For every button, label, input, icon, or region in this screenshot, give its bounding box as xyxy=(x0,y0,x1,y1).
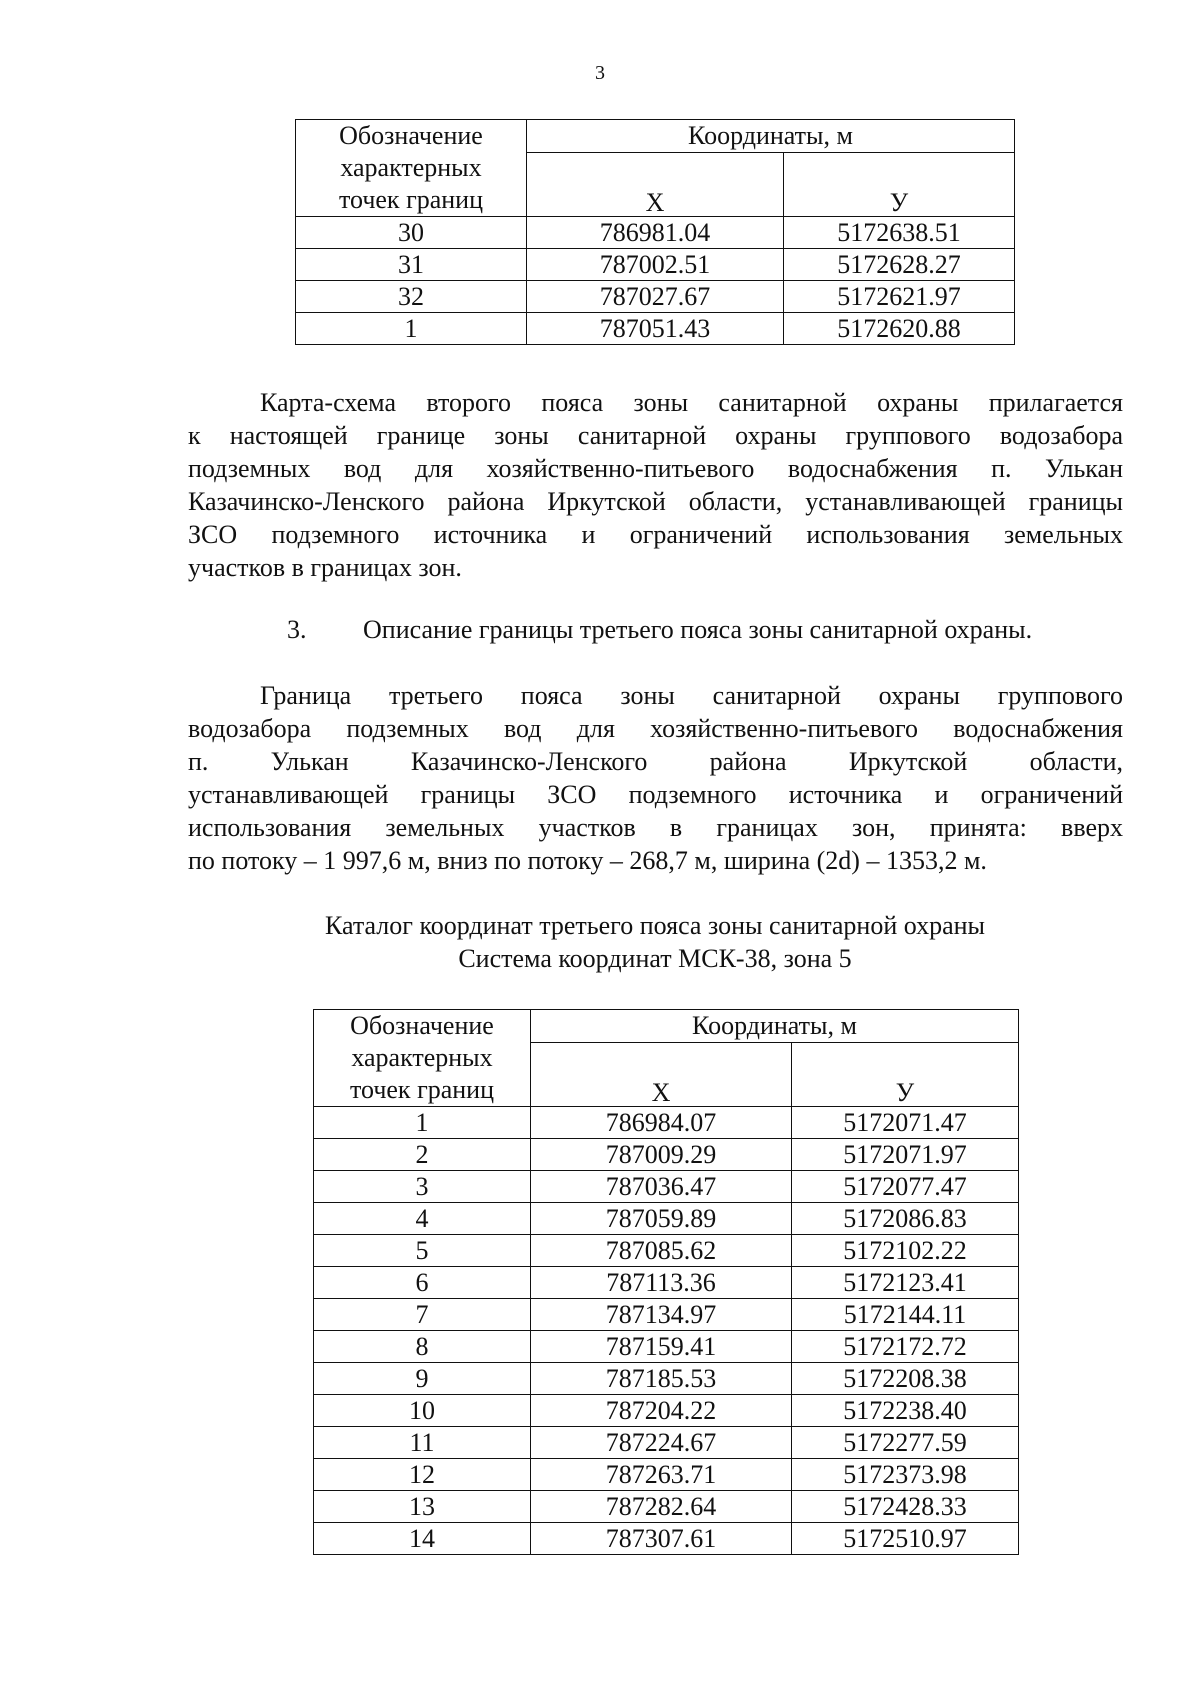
header-designation-line: характерных xyxy=(340,153,482,182)
paragraph-line: по потоку – 1 997,6 м, вниз по потоку – 268,7 м, ширина (2d) – 1353,2 м. xyxy=(188,846,987,875)
y-coordinate-cell: 5172620.88 xyxy=(784,313,1015,345)
table-row xyxy=(314,1107,1019,1139)
x-coordinate-cell: 787263.71 xyxy=(531,1459,792,1491)
x-coordinate-cell: 787051.43 xyxy=(527,313,784,345)
paragraph-line: Карта-схема второго пояса зоны санитарной охраны прилагается xyxy=(260,388,1123,417)
header-designation-line: точек границ xyxy=(349,1075,495,1104)
map-schema-paragraph xyxy=(188,386,1123,584)
point-number-cell: 10 xyxy=(314,1395,531,1427)
y-coordinate-cell: 5172428.33 xyxy=(792,1491,1019,1523)
table-row xyxy=(296,313,1015,345)
table-row xyxy=(314,1235,1019,1267)
header-designation-line: характерных xyxy=(351,1043,493,1072)
x-coordinate-cell: 787036.47 xyxy=(531,1171,792,1203)
boundary-description-paragraph xyxy=(188,679,1123,877)
paragraph-line: ЗСО подземного источника и ограничений использования земельных xyxy=(188,520,1123,549)
paragraph-line: участков в границах зон. xyxy=(188,553,462,582)
point-number-cell: 11 xyxy=(314,1427,531,1459)
paragraph-line: Казачинско-Ленского района Иркутской области, устанавливающей границы xyxy=(188,487,1123,516)
x-coordinate-cell: 787204.22 xyxy=(531,1395,792,1427)
catalog-title: Каталог координат третьего пояса зоны санитарной охраны xyxy=(324,911,986,940)
table-row xyxy=(314,1491,1019,1523)
x-coordinate-cell: 787002.51 xyxy=(527,249,784,281)
header-y: У xyxy=(792,1043,1019,1107)
y-coordinate-cell: 5172373.98 xyxy=(792,1459,1019,1491)
coordinates-table-3rd-zone xyxy=(313,1009,1019,1555)
point-number-cell: 14 xyxy=(314,1523,531,1555)
point-number-cell: 6 xyxy=(314,1267,531,1299)
table-row xyxy=(296,217,1015,249)
paragraph-line: использования земельных участков в границах зон, принята: вверх xyxy=(188,813,1123,842)
section-number: 3. xyxy=(287,615,307,644)
y-coordinate-cell: 5172621.97 xyxy=(784,281,1015,313)
table-row xyxy=(314,1363,1019,1395)
table-row xyxy=(314,1203,1019,1235)
header-coordinates: Координаты, м xyxy=(531,1010,1019,1043)
y-coordinate-cell: 5172077.47 xyxy=(792,1171,1019,1203)
x-coordinate-cell: 786984.07 xyxy=(531,1107,792,1139)
y-coordinate-cell: 5172102.22 xyxy=(792,1235,1019,1267)
x-coordinate-cell: 787134.97 xyxy=(531,1299,792,1331)
y-coordinate-cell: 5172208.38 xyxy=(792,1363,1019,1395)
point-number-cell: 31 xyxy=(296,249,527,281)
y-coordinate-cell: 5172638.51 xyxy=(784,217,1015,249)
header-designation-line: точек границ xyxy=(338,185,484,214)
paragraph-line: водозабора подземных вод для хозяйственно-питьевого водоснабжения xyxy=(188,714,1123,743)
point-number-cell: 4 xyxy=(314,1203,531,1235)
paragraph-line: к настоящей границе зоны санитарной охраны группового водозабора xyxy=(188,421,1123,450)
point-number-cell: 2 xyxy=(314,1139,531,1171)
point-number-cell: 5 xyxy=(314,1235,531,1267)
table-row xyxy=(314,1395,1019,1427)
point-number-cell: 30 xyxy=(296,217,527,249)
point-number-cell: 9 xyxy=(314,1363,531,1395)
header-designation-line: Обозначение xyxy=(339,121,483,150)
y-coordinate-cell: 5172123.41 xyxy=(792,1267,1019,1299)
point-number-cell: 8 xyxy=(314,1331,531,1363)
x-coordinate-cell: 787059.89 xyxy=(531,1203,792,1235)
y-coordinate-cell: 5172071.47 xyxy=(792,1107,1019,1139)
point-number-cell: 7 xyxy=(314,1299,531,1331)
x-coordinate-cell: 786981.04 xyxy=(527,217,784,249)
point-number-cell: 12 xyxy=(314,1459,531,1491)
x-coordinate-cell: 787027.67 xyxy=(527,281,784,313)
table-row xyxy=(314,1139,1019,1171)
header-coordinates: Координаты, м xyxy=(527,120,1015,153)
y-coordinate-cell: 5172628.27 xyxy=(784,249,1015,281)
point-number-cell: 13 xyxy=(314,1491,531,1523)
catalog-coordinate-system: Система координат МСК-38, зона 5 xyxy=(458,944,852,973)
x-coordinate-cell: 787185.53 xyxy=(531,1363,792,1395)
point-number-cell: 3 xyxy=(314,1171,531,1203)
section-heading xyxy=(287,613,1032,646)
page-number: 3 xyxy=(595,62,605,84)
y-coordinate-cell: 5172277.59 xyxy=(792,1427,1019,1459)
header-x: Х xyxy=(527,153,784,217)
x-coordinate-cell: 787282.64 xyxy=(531,1491,792,1523)
y-coordinate-cell: 5172510.97 xyxy=(792,1523,1019,1555)
y-coordinate-cell: 5172238.40 xyxy=(792,1395,1019,1427)
table-row xyxy=(314,1427,1019,1459)
table-row xyxy=(296,249,1015,281)
coordinates-table-2nd-zone xyxy=(295,119,1015,345)
header-designation xyxy=(314,1010,531,1107)
x-coordinate-cell: 787085.62 xyxy=(531,1235,792,1267)
table-row xyxy=(314,1331,1019,1363)
paragraph-line: Граница третьего пояса зоны санитарной охраны группового xyxy=(260,681,1123,710)
paragraph-line: устанавливающей границы ЗСО подземного источника и ограничений xyxy=(188,780,1123,809)
y-coordinate-cell: 5172086.83 xyxy=(792,1203,1019,1235)
header-designation xyxy=(296,120,527,217)
x-coordinate-cell: 787009.29 xyxy=(531,1139,792,1171)
paragraph-line: п. Улькан Казачинско-Ленского района Иркутской области, xyxy=(188,747,1123,776)
table-row xyxy=(314,1523,1019,1555)
table-row xyxy=(314,1459,1019,1491)
y-coordinate-cell: 5172071.97 xyxy=(792,1139,1019,1171)
x-coordinate-cell: 787113.36 xyxy=(531,1267,792,1299)
x-coordinate-cell: 787307.61 xyxy=(531,1523,792,1555)
point-number-cell: 32 xyxy=(296,281,527,313)
table-row xyxy=(314,1267,1019,1299)
point-number-cell: 1 xyxy=(314,1107,531,1139)
header-x: Х xyxy=(531,1043,792,1107)
paragraph-line: подземных вод для хозяйственно-питьевого водоснабжения п. Улькан xyxy=(188,454,1123,483)
table-row xyxy=(296,281,1015,313)
point-number-cell: 1 xyxy=(296,313,527,345)
section-title: Описание границы третьего пояса зоны санитарной охраны. xyxy=(363,615,1033,644)
table-row xyxy=(314,1171,1019,1203)
x-coordinate-cell: 787159.41 xyxy=(531,1331,792,1363)
y-coordinate-cell: 5172144.11 xyxy=(792,1299,1019,1331)
y-coordinate-cell: 5172172.72 xyxy=(792,1331,1019,1363)
x-coordinate-cell: 787224.67 xyxy=(531,1427,792,1459)
header-designation-line: Обозначение xyxy=(350,1011,494,1040)
header-y: У xyxy=(784,153,1015,217)
table-row xyxy=(314,1299,1019,1331)
